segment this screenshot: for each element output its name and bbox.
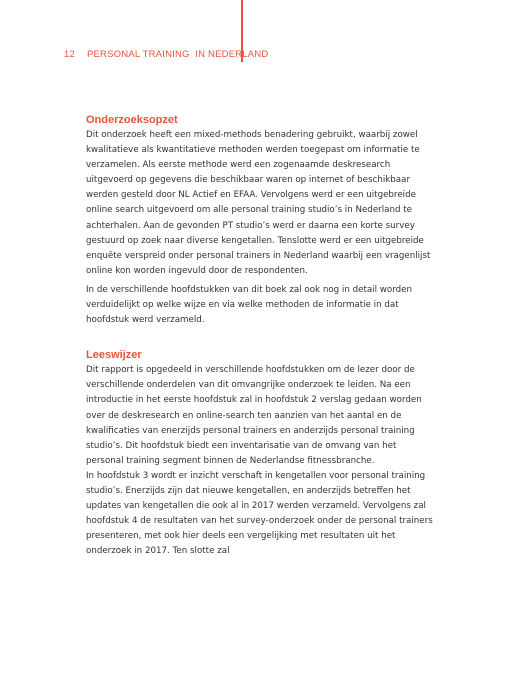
running-title: PERSONAL TRAINING IN NEDERLAND <box>86 48 269 60</box>
paragraph: Dit onderzoek heeft een mixed-methods benadering gebruikt, waarbij zowel kwalitatieve als kwantitatieve methoden werden toegepast om informatie te verzamelen. Als eerste methode werd een zogenaamde deskresearch uitgevoerd op gegevens die beschikbaar waren op internet of beschikbaar werden gesteld door NL Actief en EFAA. Vervolgens werd er een uitgebreide online search uitgevoerd om alle personal training studio’s in Nederland te achterhalen. Aan de gevonden PT studio’s werd er daarna een korte survey gestuurd op zoek naar diverse kengetallen. Tenslotte werd er een uitgebreide enquête verspreid onder personal trainers in Nederland waarbij een vragenlijst online kon worden ingevuld door de respondenten. <box>86 130 431 276</box>
section-heading: Leeswijzer <box>86 349 142 362</box>
paragraph: Dit rapport is opgedeeld in verschillende hoofdstukken om de lezer door de verschillende onderdelen van dit omvangrijke onderzoek te leiden. Na een introductie in het eerste hoofdstuk zal in hoofdstuk 2 verslag gedaan worden over de deskresearch en online-search ten aanzien van het aantal en de kwalificaties van enerzijds personal trainers en anderzijds personal training studio’s. Dit hoofdstuk biedt een inventarisatie van de omvang van het personal training segment binnen de Nederlandse fitnessbranche. <box>86 365 422 466</box>
section-heading: Onderzoeksopzet <box>86 114 178 126</box>
section-onderzoeksopzet <box>86 113 436 328</box>
section-leeswijzer <box>86 348 436 559</box>
running-header <box>64 47 268 61</box>
page-number: 12 <box>64 48 75 60</box>
paragraph: In de verschillende hoofdstukken van dit boek zal ook nog in detail worden verduidelijkt op welke wijze en via welke methoden de informatie in dat hoofdstuk werd verzameld. <box>86 284 412 326</box>
page-content <box>86 113 436 563</box>
paragraph: In hoofdstuk 3 wordt er inzicht verschaft in kengetallen voor personal training studio’s. Enerzijds zijn dat nieuwe kengetallen, en anderzijds betreffen het updates van kengetallen die ook al in 2017 werden verzameld. Vervolgens zal hoofdstuk 4 de resultaten van het survey-onderzoek onder de personal trainers presenteren, met ook hier deels een vergelijking met resultaten uit het onderzoek in 2017. Ten slotte zal <box>86 470 433 557</box>
